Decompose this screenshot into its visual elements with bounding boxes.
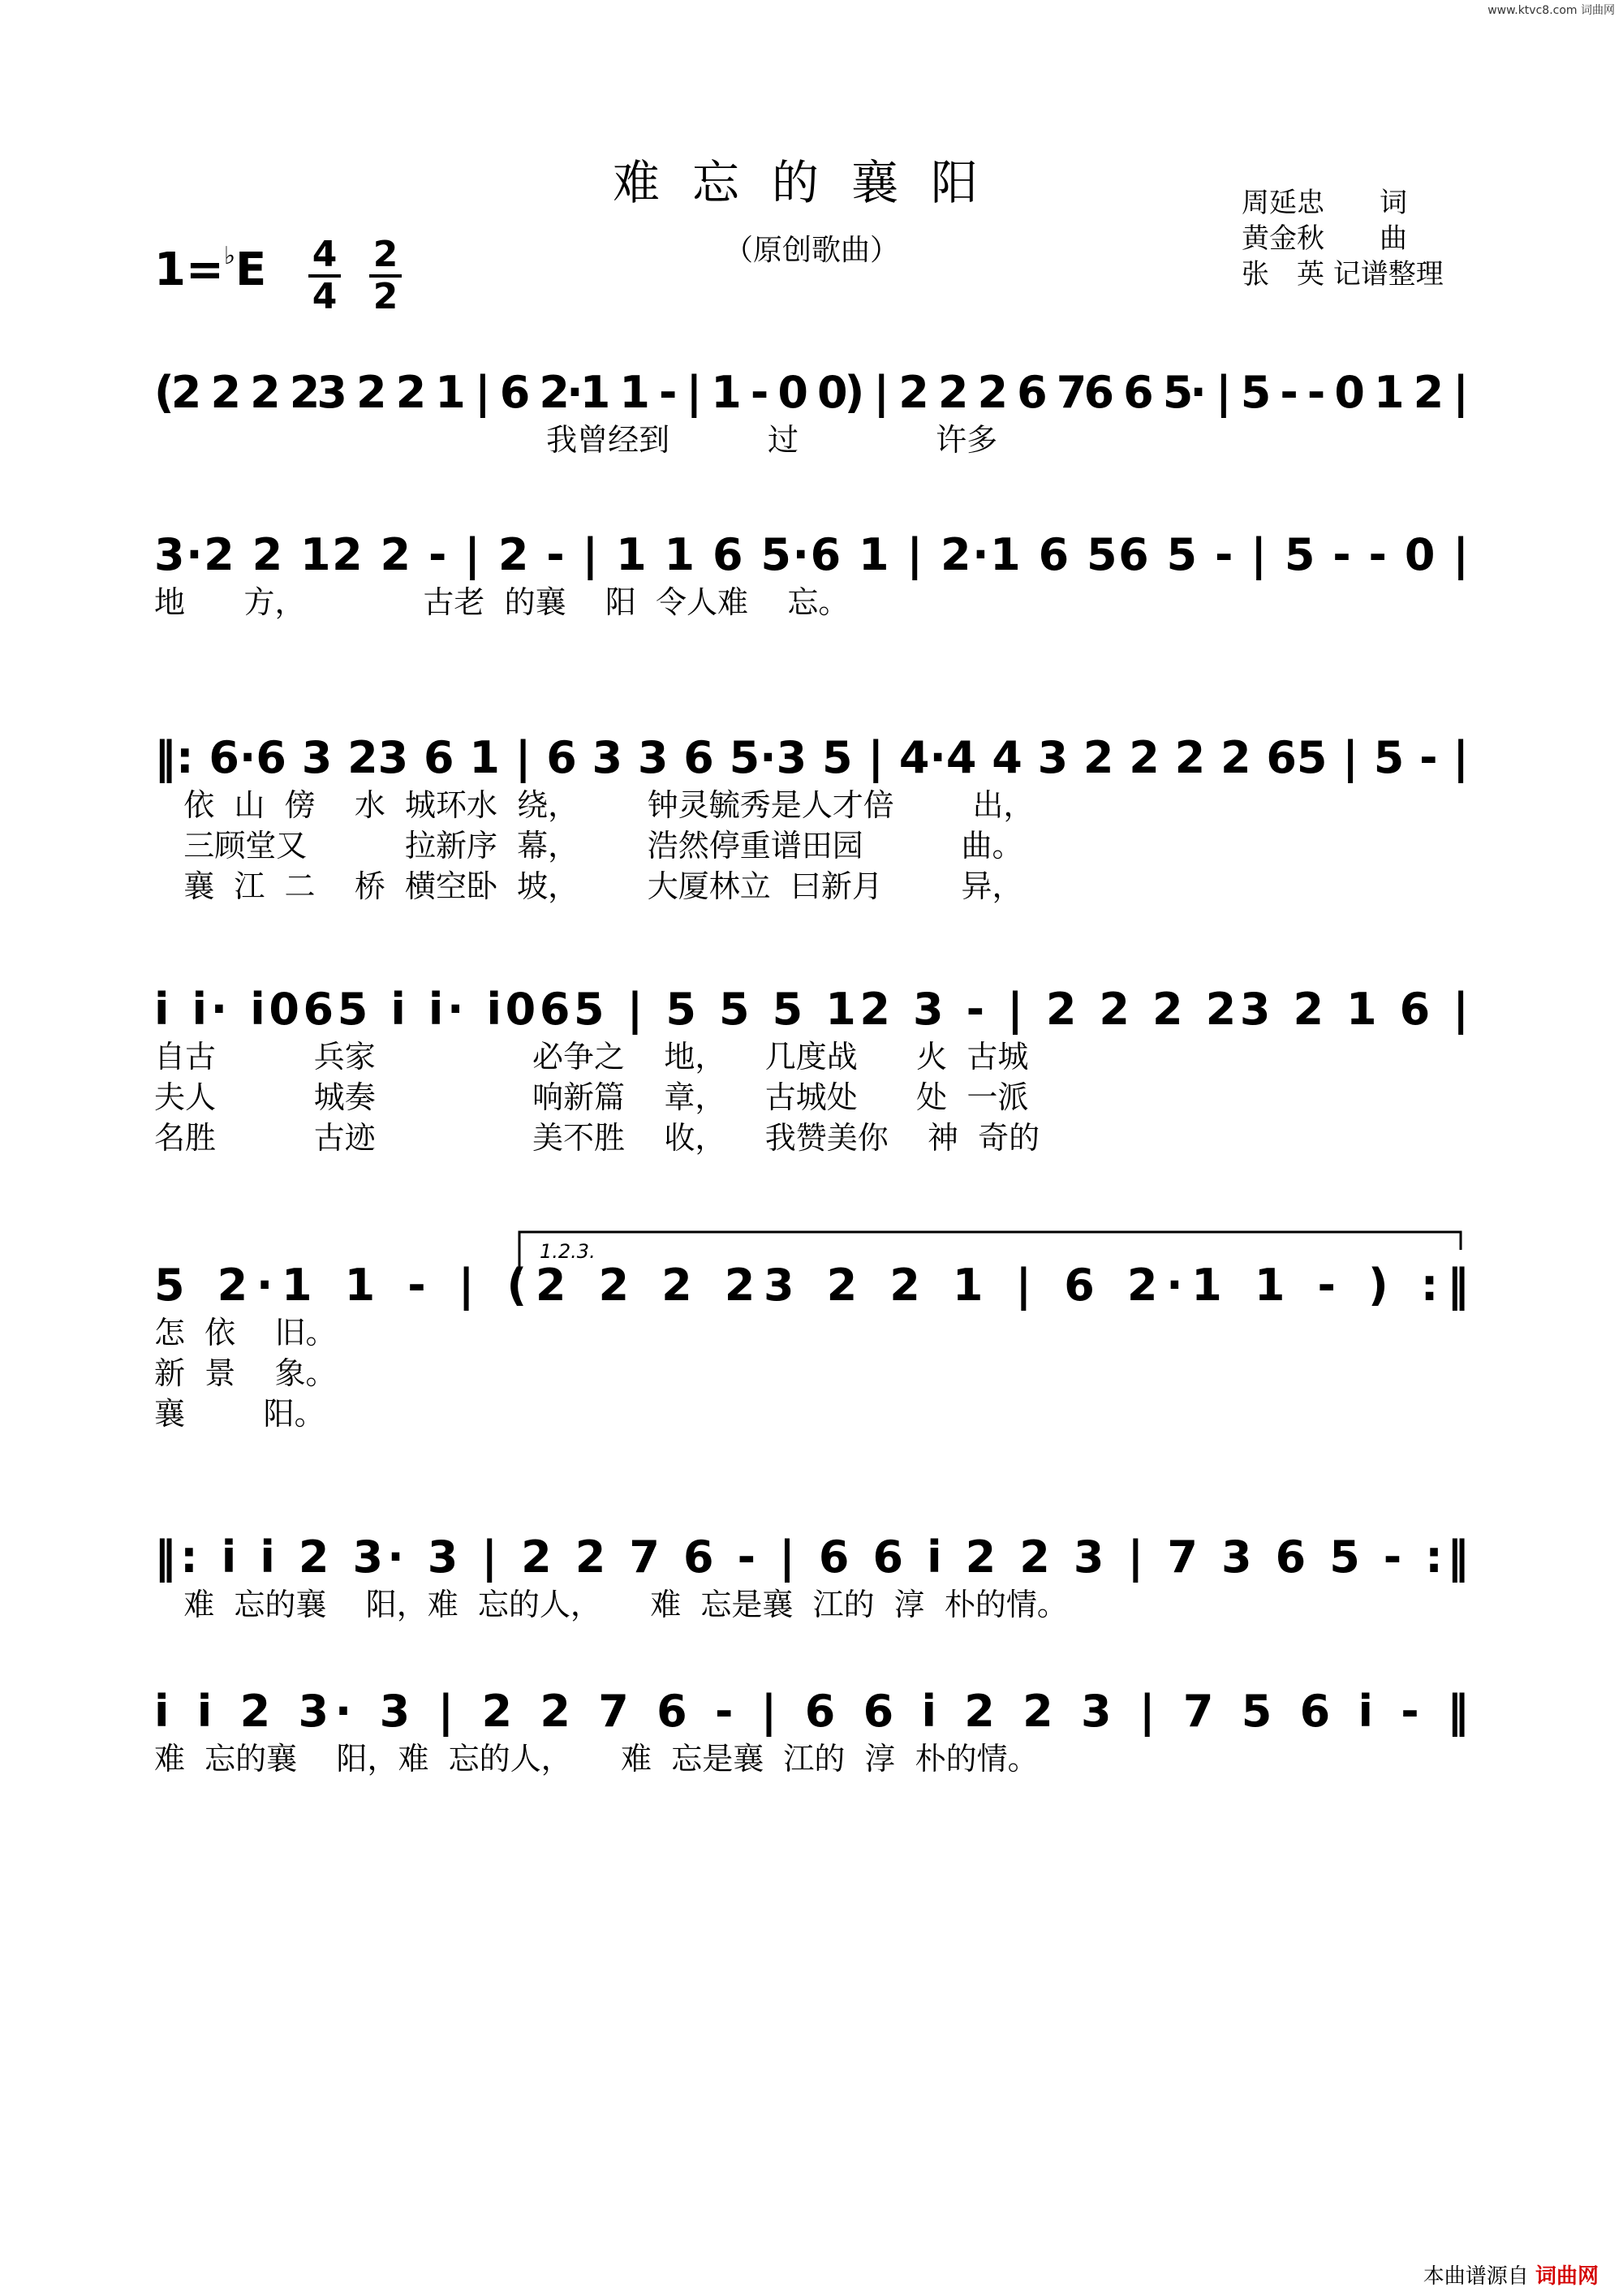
lyric-line: 自古 兵家 必争之 地， 几度战 火 古城 bbox=[154, 1039, 1029, 1075]
arranger-credit: 张 英 记谱整理 bbox=[1242, 258, 1444, 291]
composer-credit: 黄金秋 曲 bbox=[1242, 222, 1407, 255]
notation-system-3 bbox=[0, 698, 1623, 787]
lyric-line: 我曾经到 过 许多 bbox=[154, 422, 998, 458]
source-footer bbox=[1423, 2259, 1599, 2290]
notation-line: (2 2 2 23 2 2 1 | 6 2·1 1 - | 1 - 0 0) | 2 2 2 6 76 6 5· | 5 - - 0 1 2 | bbox=[154, 367, 1469, 418]
volta-label: 1.2.3. bbox=[540, 1240, 596, 1263]
lyric-line: 地 方， 古老 的襄 阳 令人难 忘。 bbox=[154, 584, 850, 620]
song-title: 难忘的襄阳 bbox=[612, 155, 1010, 210]
footer-brand: 词曲网 bbox=[1535, 2264, 1599, 2289]
notation-line: i i· i065 i i· i065 | 5 5 5 12 3 - | 2 2 2 23 2 1 6 | bbox=[154, 984, 1469, 1035]
lyric-line: 怎 依 旧。 bbox=[154, 1315, 337, 1350]
notation-line: i i 2 3· 3 | 2 2 7 6 - | 6 6 i 2 2 3 | 7 5 6 i - ‖ bbox=[154, 1686, 1469, 1737]
ts2-bottom: 2 bbox=[372, 276, 398, 317]
lyric-line: 新 景 象。 bbox=[154, 1355, 337, 1391]
lyric-line: 襄 阳。 bbox=[154, 1396, 325, 1432]
time-signature-2-4 bbox=[369, 234, 402, 317]
notation-line: ‖: 6·6 3 23 6 1 | 6 3 3 6 5·3 5 | 4·4 4 3 2 2 2 2 65 | 5 - | bbox=[154, 732, 1469, 783]
notation-system-4 bbox=[0, 950, 1623, 1039]
lyric-line: 襄 江 二 桥 横空卧 坡， 大厦林立 曰新月 异， bbox=[154, 868, 1023, 904]
ts1-bottom: 4 bbox=[312, 276, 338, 317]
lyric-line: 三顾堂又 拉新序 幕， 浩然停重谱田园 曲。 bbox=[154, 828, 1023, 864]
lyric-line: 夫人 城奏 响新篇 章， 古城处 处 一派 bbox=[154, 1079, 1029, 1115]
notation-system-5 bbox=[0, 1226, 1623, 1315]
key-label: 1= bbox=[154, 243, 224, 296]
site-watermark: www.ktvc8.com 词曲网 bbox=[1487, 4, 1615, 17]
notation-line: ‖: i i 2 3· 3 | 2 2 7 6 - | 6 6 i 2 2 3 | 7 3 6 5 - :‖ bbox=[154, 1531, 1469, 1583]
lyricist-credit: 周延忠 词 bbox=[1242, 187, 1407, 219]
notation-system-1 bbox=[0, 333, 1623, 422]
key-note: E bbox=[235, 243, 267, 296]
song-subtitle: （原创歌曲） bbox=[723, 234, 899, 267]
lyric-line: 难 忘的襄 阳，难 忘的人， 难 忘是襄 江的 淳 朴的情。 bbox=[154, 1587, 1068, 1622]
lyric-line: 依 山 傍 水 城环水 绕， 钟灵毓秀是人才倍 出， bbox=[154, 787, 1035, 823]
lyric-line: 名胜 古迹 美不胜 收， 我赞美你 神 奇的 bbox=[154, 1120, 1040, 1156]
notation-system-2 bbox=[0, 495, 1623, 584]
flat-icon: ♭ bbox=[223, 242, 236, 271]
notation-line: 5 2·1 1 - | (2 2 2 23 2 2 1 | 6 2·1 1 - ) :‖ bbox=[154, 1260, 1469, 1311]
notation-system-7 bbox=[0, 1652, 1623, 1741]
notation-line: 3·2 2 12 2 - | 2 - | 1 1 6 5·6 1 | 2·1 6 56 5 - | 5 - - 0 | bbox=[154, 529, 1469, 580]
ts2-top: 2 bbox=[372, 234, 398, 275]
lyric-line: 难 忘的襄 阳，难 忘的人， 难 忘是襄 江的 淳 朴的情。 bbox=[154, 1741, 1039, 1777]
key-signature bbox=[154, 243, 266, 296]
footer-prefix: 本曲谱源自 bbox=[1423, 2264, 1529, 2289]
ts1-top: 4 bbox=[312, 234, 338, 275]
notation-system-6 bbox=[0, 1497, 1623, 1587]
time-signature-4-4 bbox=[308, 234, 341, 317]
